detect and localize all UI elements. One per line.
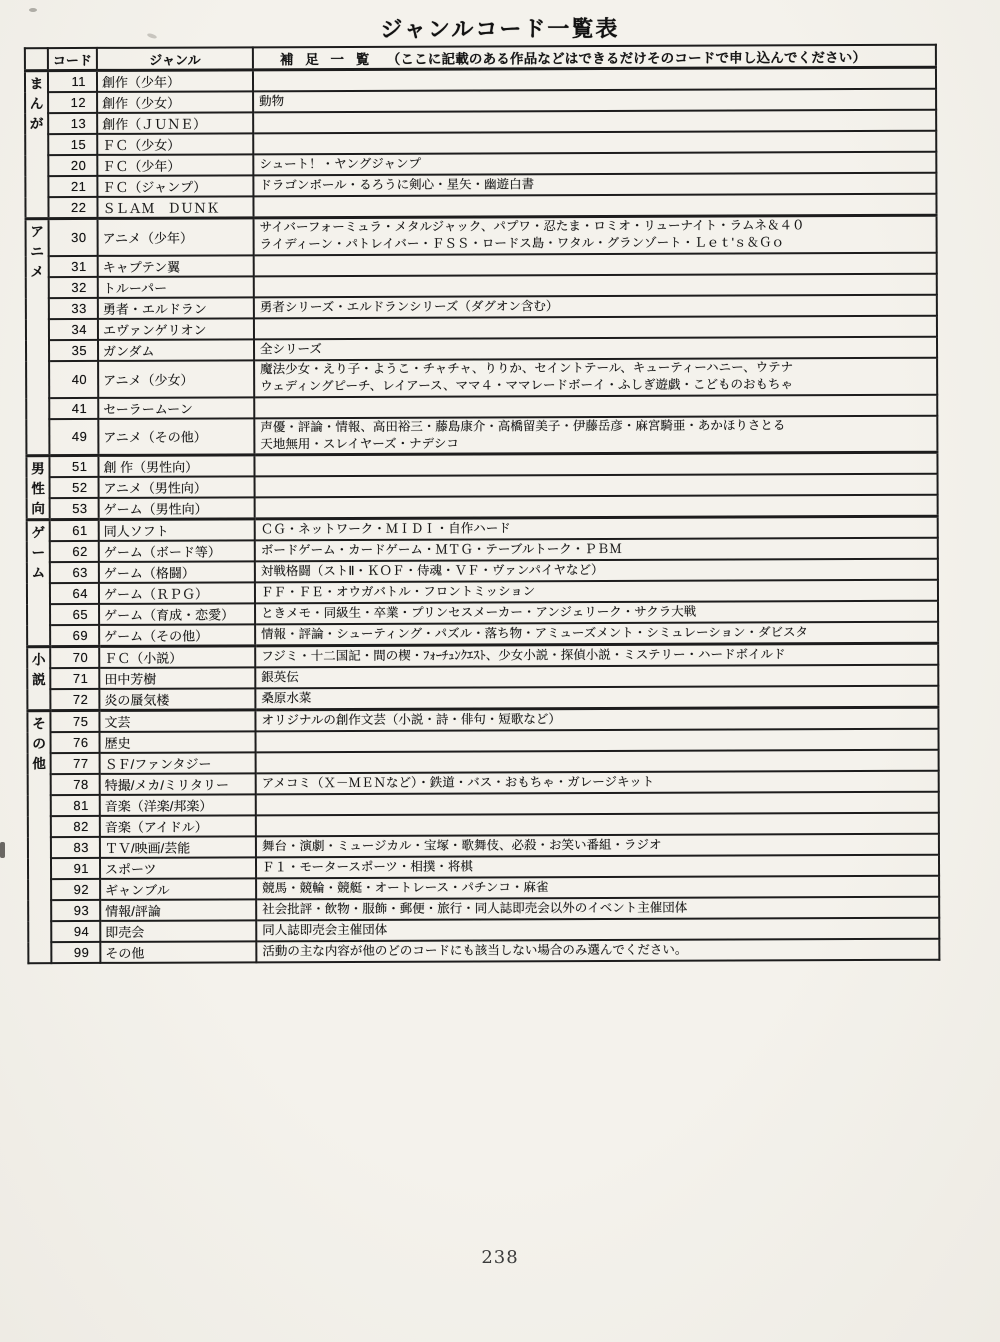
code-cell: 52 bbox=[50, 477, 99, 498]
group-label-cell bbox=[27, 647, 50, 711]
code-cell: 34 bbox=[49, 319, 98, 340]
supplement-cell bbox=[254, 252, 937, 276]
supplement-cell bbox=[255, 665, 938, 689]
code-cell: 12 bbox=[48, 92, 97, 113]
supplement-cell bbox=[254, 357, 937, 396]
supplement-cell bbox=[254, 415, 937, 455]
genre-cell: その他 bbox=[100, 942, 256, 964]
supplement-cell bbox=[256, 855, 939, 879]
table-row bbox=[26, 215, 937, 256]
supplement-text bbox=[259, 112, 935, 132]
supplement-cell bbox=[255, 708, 938, 732]
genre-cell: ギャンブル bbox=[100, 879, 256, 901]
genre-cell: 田中芳樹 bbox=[99, 668, 255, 690]
supplement-cell bbox=[254, 336, 937, 360]
genre-cell: 音楽（アイドル） bbox=[100, 816, 256, 838]
supplement-cell bbox=[256, 918, 939, 942]
supplement-text: サイバーフォーミュラ・メタルジャック、パプワ・忍たま・ロミオ・リューナイト・ラムネ＆４０ bbox=[259, 218, 805, 235]
group-label-cell bbox=[27, 520, 50, 647]
genre-cell: 創作（少年） bbox=[97, 70, 253, 92]
genre-cell: ゲーム（男性向） bbox=[99, 498, 255, 520]
supplement-text: 活動の主な内容が他のどのコードにも該当しない場合のみ選んでください。 bbox=[262, 942, 688, 959]
supplement-text bbox=[260, 396, 936, 416]
supplement-cell bbox=[255, 644, 938, 668]
genre-cell: 音楽（洋楽/邦楽） bbox=[100, 795, 256, 817]
table-row bbox=[28, 939, 939, 963]
genre-code-table bbox=[24, 44, 941, 965]
supplement-cell bbox=[254, 273, 937, 297]
scan-speck bbox=[29, 8, 37, 12]
supplement-cell bbox=[255, 601, 938, 625]
genre-cell: キャプテン翼 bbox=[98, 255, 254, 277]
code-cell: 63 bbox=[50, 562, 99, 583]
genre-cell: ＦＣ（小説） bbox=[99, 646, 255, 668]
supplement-text: ＣＧ・ネットワーク・ＭＩＤＩ・自作ハード bbox=[260, 521, 511, 537]
genre-cell: 創作（少女） bbox=[97, 91, 253, 113]
genre-cell: セーラームーン bbox=[98, 397, 254, 419]
genre-cell: ゲーム（ボード等） bbox=[99, 541, 255, 563]
genre-cell: ゲーム（その他） bbox=[99, 625, 255, 647]
code-cell: 72 bbox=[50, 689, 99, 711]
genre-cell: ＳＦ/ファンタジー bbox=[100, 753, 256, 775]
code-cell: 92 bbox=[51, 879, 100, 900]
supplement-cell bbox=[256, 876, 939, 900]
code-cell: 13 bbox=[48, 113, 97, 134]
supplement-header-note: （ここに記載のある作品などはできるだけそのコードで申し込んでください） bbox=[386, 49, 867, 67]
genre-cell: スポーツ bbox=[100, 858, 256, 880]
code-cell: 30 bbox=[49, 218, 98, 255]
code-cell: 70 bbox=[50, 647, 99, 669]
supplement-text: オリジナルの創作文芸（小説・詩・俳句・短歌など） bbox=[261, 712, 561, 728]
header-code: コード bbox=[48, 48, 97, 71]
supplement-text: 競馬・競輪・競艇・オートレース・パチンコ・麻雀 bbox=[262, 880, 549, 896]
scan-edge-mark bbox=[0, 842, 5, 858]
group-label: そ の 他 bbox=[32, 716, 46, 772]
supplement-cell bbox=[253, 131, 936, 155]
supplement-text-line2: ウェディングピーチ、レイアース、ママ４・ママレードボーイ・ふしぎ遊戯・こどものおもちゃ bbox=[260, 377, 793, 394]
code-cell: 53 bbox=[50, 498, 99, 520]
supplement-cell bbox=[254, 394, 937, 418]
supplement-cell bbox=[253, 194, 936, 218]
header-supplement bbox=[253, 45, 936, 70]
genre-cell: 文芸 bbox=[99, 710, 255, 732]
supplement-text: ドラゴンボール・るろうに剣心・星矢・幽遊白書 bbox=[259, 177, 535, 193]
supplement-text: 声優・評論・情報、高田裕三・藤島康介・高橋留美子・伊藤岳彦・麻宮騎亜・あかほりさとる bbox=[260, 417, 786, 434]
supplement-cell bbox=[256, 834, 939, 858]
supplement-cell bbox=[255, 622, 938, 646]
genre-cell: アニメ（少年） bbox=[98, 218, 254, 256]
group-label: ゲ ー ム bbox=[31, 525, 46, 581]
genre-cell: エヴァンゲリオン bbox=[98, 318, 254, 340]
code-cell: 41 bbox=[49, 397, 98, 418]
group-label: 小 説 bbox=[31, 652, 46, 688]
supplement-text-line2: 天地無用・スレイヤーズ・ナデシコ bbox=[260, 436, 459, 452]
supplement-cell bbox=[255, 686, 938, 710]
code-cell: 83 bbox=[51, 837, 100, 858]
supplement-text: 勇者シリーズ・エルドランシリーズ（ダグオン含む） bbox=[259, 298, 559, 314]
supplement-cell bbox=[256, 792, 939, 816]
supplement-text bbox=[262, 794, 938, 814]
code-cell: 77 bbox=[51, 753, 100, 774]
genre-cell: ＦＣ（少女） bbox=[97, 133, 253, 155]
genre-cell: 勇者・エルドラン bbox=[98, 297, 254, 319]
genre-cell: ガンダム bbox=[98, 339, 254, 361]
code-cell: 49 bbox=[49, 418, 98, 455]
code-cell: 15 bbox=[48, 134, 97, 155]
supplement-cell bbox=[253, 173, 936, 197]
supplement-text bbox=[259, 70, 935, 90]
page-title: ジャンルコード一覧表 bbox=[380, 15, 620, 42]
code-cell: 71 bbox=[50, 668, 99, 689]
code-cell: 69 bbox=[50, 625, 99, 647]
genre-cell: ゲーム（育成・恋愛） bbox=[99, 604, 255, 626]
code-cell: 51 bbox=[49, 456, 98, 478]
supplement-text: フジミ・十二国記・間の楔・ﾌｫｰﾁｭﾝｸｴｽﾄ、少女小説・探偵小説・ミステリー・ハードボイルド bbox=[261, 647, 786, 664]
supplement-text-line2: ライディーン・パトレイバー・ＦＳＳ・ロードス島・ワタル・グランゾート・Ｌｅｔ'ｓ＆Ｇｏ bbox=[259, 235, 785, 252]
corner-cell bbox=[25, 48, 48, 71]
supplement-text: 動物 bbox=[259, 94, 285, 109]
supplement-text: ＦＦ・ＦＥ・オウガバトル・フロントミッション bbox=[260, 584, 536, 600]
supplement-text: シュート！・ヤングジャンプ bbox=[259, 156, 421, 172]
code-cell: 93 bbox=[51, 900, 100, 921]
code-cell: 64 bbox=[50, 583, 99, 604]
supplement-text bbox=[260, 275, 936, 295]
code-cell: 62 bbox=[50, 541, 99, 562]
supplement-text bbox=[261, 476, 937, 496]
supplement-cell bbox=[253, 110, 936, 134]
supplement-cell bbox=[255, 495, 938, 519]
code-cell: 22 bbox=[48, 197, 97, 219]
supplement-cell bbox=[253, 89, 936, 113]
supplement-cell bbox=[256, 750, 939, 774]
supplement-cell bbox=[254, 315, 937, 339]
code-cell: 75 bbox=[50, 711, 99, 733]
genre-cell: 創作（ＪＵＮＥ） bbox=[97, 112, 253, 134]
genre-cell: ＦＣ（ジャンプ） bbox=[97, 175, 253, 197]
code-cell: 40 bbox=[49, 361, 98, 398]
supplement-cell bbox=[254, 215, 937, 255]
supplement-text: 同人誌即売会主催団体 bbox=[262, 922, 388, 938]
genre-cell: ＳＬＡＭ ＤＵＮＫ bbox=[97, 196, 253, 218]
code-cell: 35 bbox=[49, 340, 98, 361]
supplement-text: 魔法少女・えり子・ようこ・チャチャ、りりか、セイントテール、キューティーハニー、ウテナ bbox=[260, 360, 794, 377]
supplement-cell bbox=[253, 152, 936, 176]
genre-cell: ゲーム（ＲＰＧ） bbox=[99, 583, 255, 605]
genre-cell: 即売会 bbox=[100, 921, 256, 943]
code-cell: 99 bbox=[51, 942, 100, 963]
supplement-text: 舞台・演劇・ミュージカル・宝塚・歌舞伎、必殺・お笑い番組・ラジオ bbox=[261, 837, 662, 854]
code-cell: 81 bbox=[51, 795, 100, 816]
supplement-text bbox=[262, 752, 938, 772]
supplement-text: 社会批評・飲物・服飾・郵便・旅行・同人誌即売会以外のイベント主催団体 bbox=[262, 900, 688, 917]
group-label: ま ん が bbox=[29, 76, 44, 132]
genre-cell: アニメ（少女） bbox=[98, 360, 254, 397]
code-cell: 65 bbox=[50, 604, 99, 625]
code-cell: 11 bbox=[48, 70, 97, 92]
supplement-cell bbox=[255, 474, 938, 498]
header-genre: ジャンル bbox=[97, 47, 253, 70]
genre-cell: トルーパー bbox=[98, 276, 254, 298]
supplement-cell bbox=[256, 771, 939, 795]
supplement-text bbox=[259, 133, 935, 153]
code-cell: 21 bbox=[48, 176, 97, 197]
genre-cell: アニメ（その他） bbox=[98, 418, 254, 456]
code-cell: 94 bbox=[51, 921, 100, 942]
supplement-text bbox=[262, 731, 938, 751]
genre-cell: 特撮/メカ/ミリタリー bbox=[100, 774, 256, 796]
genre-cell: ＦＣ（少年） bbox=[97, 154, 253, 176]
table-row bbox=[26, 357, 937, 397]
supplement-text: 対戦格闘（ストⅡ・ＫＯＦ・侍魂・ＶＦ・ヴァンパイヤなど） bbox=[260, 563, 604, 579]
supplement-text bbox=[260, 317, 936, 337]
supplement-text: Ｆ１・モータースポーツ・相撲・将棋 bbox=[261, 859, 473, 875]
supplement-cell bbox=[256, 813, 939, 837]
supplement-cell bbox=[255, 580, 938, 604]
supplement-text: 情報・評論・シューティング・パズル・落ち物・アミューズメント・シミュレーション・ダビスタ bbox=[261, 625, 809, 642]
group-label: 男 性 向 bbox=[31, 461, 45, 517]
supplement-text: ときメモ・同級生・卒業・プリンセスメーカー・アンジェリーク・サクラ大戦 bbox=[261, 604, 697, 621]
supplement-text: 銀英伝 bbox=[261, 670, 299, 685]
code-cell: 61 bbox=[50, 520, 99, 542]
code-cell: 78 bbox=[51, 774, 100, 795]
table-row bbox=[26, 415, 937, 456]
group-label: ア ニ メ bbox=[30, 224, 45, 280]
table-body bbox=[25, 67, 939, 963]
supplement-cell bbox=[255, 517, 938, 541]
genre-cell: ＴＶ/映画/芸能 bbox=[100, 837, 256, 859]
supplement-cell bbox=[256, 939, 939, 963]
group-label-cell bbox=[27, 711, 51, 964]
supplement-text: アメコミ（Ｘ－ＭＥＮなど）・鉄道・バス・おもちゃ・ガレージキット bbox=[261, 774, 655, 791]
genre-cell: 創 作（男性向） bbox=[98, 455, 254, 477]
supplement-text bbox=[260, 455, 936, 475]
group-label-cell bbox=[26, 456, 49, 520]
code-cell: 32 bbox=[49, 277, 98, 298]
genre-cell: 歴史 bbox=[100, 732, 256, 754]
supplement-text: ボードゲーム・カードゲーム・ＭＴＧ・テーブルトーク・ＰＢＭ bbox=[260, 542, 622, 558]
code-cell: 76 bbox=[51, 732, 100, 753]
supplement-cell bbox=[256, 729, 939, 753]
supplement-cell bbox=[254, 294, 937, 318]
supplement-text bbox=[260, 254, 936, 274]
supplement-text bbox=[261, 497, 937, 517]
supplement-cell bbox=[253, 67, 936, 91]
supplement-text: 桑原水菜 bbox=[261, 691, 312, 706]
genre-cell: アニメ（男性向） bbox=[99, 477, 255, 499]
code-cell: 82 bbox=[51, 816, 100, 837]
supplement-cell bbox=[256, 897, 939, 921]
supplement-cell bbox=[254, 453, 937, 477]
genre-cell: ゲーム（格闘） bbox=[99, 562, 255, 584]
code-cell: 31 bbox=[49, 256, 98, 277]
genre-cell: 情報/評論 bbox=[100, 900, 256, 922]
genre-cell: 炎の蜃気楼 bbox=[99, 689, 255, 711]
supplement-text bbox=[259, 196, 935, 216]
supplement-cell bbox=[255, 538, 938, 562]
group-label-cell bbox=[26, 219, 50, 456]
code-cell: 33 bbox=[49, 298, 98, 319]
supplement-text bbox=[262, 815, 938, 835]
code-cell: 91 bbox=[51, 858, 100, 879]
group-label-cell bbox=[25, 71, 49, 219]
page-number: 238 bbox=[481, 1247, 519, 1268]
supplement-text: 全シリーズ bbox=[260, 341, 322, 356]
genre-cell: 同人ソフト bbox=[99, 519, 255, 541]
supplement-header-label: 補 足 一 覧 bbox=[279, 51, 374, 68]
supplement-cell bbox=[255, 559, 938, 583]
code-cell: 20 bbox=[48, 155, 97, 176]
